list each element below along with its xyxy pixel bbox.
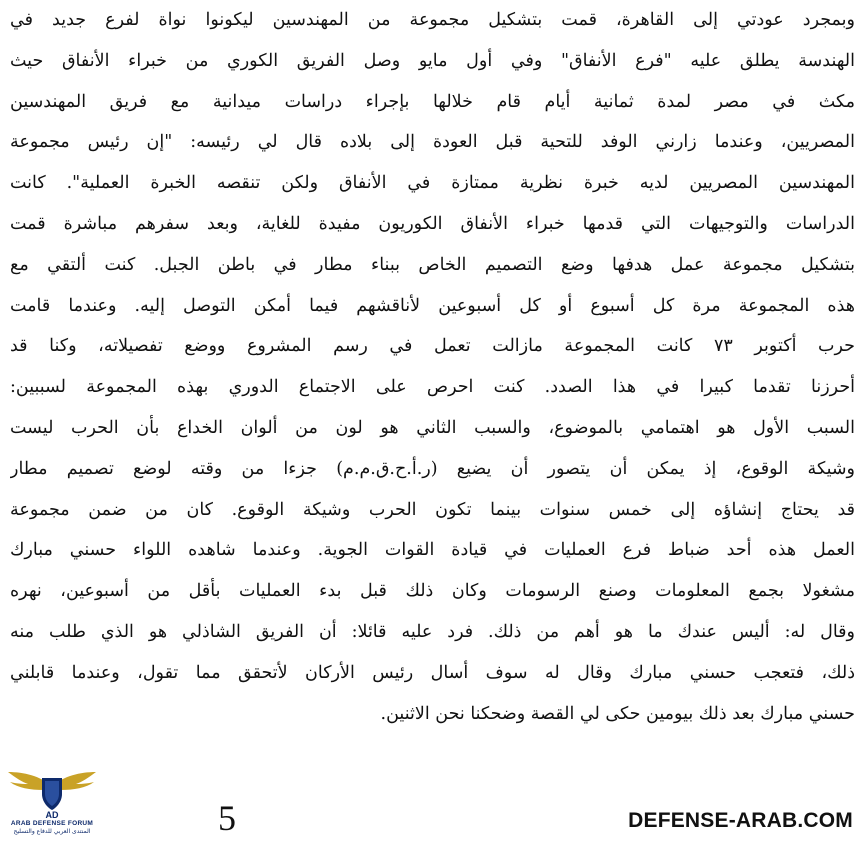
text-line: مشغولا بجمع المعلومات وصنع الرسومات وكان ذلك قبل بدء العمليات بأقل من أسبوعين، نهره <box>10 581 855 602</box>
text-line: أحرزنا تقدما كبيرا في هذا الصدد. كنت احرص على الاجتماع الدوري بهذه المجموعة لسببين: <box>10 377 855 398</box>
logo-subtitle: المنتدى العربي للدفاع والتسليح <box>13 828 91 835</box>
text-line: وقال له: أليس عندك ما هو أهم من ذلك. فرد عليه قائلا: أن الفريق الشاذلي هو الذي طلب منه <box>10 621 855 642</box>
text-line: مكث في مصر لمدة ثمانية أيام قام خلالها بإجراء دراسات ميدانية مع فريق المهندسين <box>10 91 855 112</box>
text-line: السبب الأول هو اهتمامي بالموضوع، والسبب الثاني هو لون من ألوان الخداع بأن الحرب ليست <box>10 417 855 438</box>
text-line: وبمجرد عودتي إلى القاهرة، قمت بتشكيل مجموعة من المهندسين ليكونوا نواة لفرع جديد في <box>10 10 855 30</box>
logo-title: ARAB DEFENSE FORUM <box>10 820 94 827</box>
page-number: 5 <box>218 798 236 838</box>
forum-logo <box>6 766 98 846</box>
svg-text:AD: AD <box>45 810 59 818</box>
text-line: الهندسة يطلق عليه "فرع الأنفاق" وفي أول مايو وصل الفريق الكوري من خبراء الأنفاق حيث <box>10 50 855 71</box>
text-line: ذلك، فتعجب حسني مبارك وقال له سوف أسال رئيس الأركان لأتحقق مما تقول، وعندما قابلني <box>10 662 855 683</box>
text-line: حسني مبارك بعد ذلك بيومين حكى لي القصة وضحكنا نحن الاثنين. <box>380 703 855 724</box>
text-line: الدراسات والتوجيهات التي قدمها خبراء الأنفاق الكوريون مفيدة للغاية، وبعد سفرهم مباشرة قمت <box>10 213 855 234</box>
winged-shield-icon <box>6 766 98 818</box>
text-line: قد يحتاج إنشاؤه إلى خمس سنوات بينما تكون الحرب وشيكة الوقوع. كان من ضمن مجموعة <box>10 499 855 520</box>
page-footer <box>0 758 863 853</box>
document-body <box>10 0 855 734</box>
site-name: DEFENSE-ARAB.COM <box>628 809 853 832</box>
text-line: المصريين، وعندما زارني الوفد للتحية قبل العودة إلى بلاده قال لي رئيسه: "إن رئيس مجموعة <box>10 132 855 153</box>
text-line: المهندسين المصريين لديه خبرة نظرية ممتازة في الأنفاق ولكن تنقصه الخبرة العملية". كانت <box>10 173 855 194</box>
text-line: حرب أكتوبر ٧٣ كانت المجموعة مازالت تعمل في رسم المشروع ووضع تفصيلاته، وكنا قد <box>10 336 855 357</box>
text-line: بتشكيل مجموعة عمل هدفها وضع التصميم الخاص ببناء مطار في باطن الجبل. كنت ألتقي مع <box>10 254 855 275</box>
text-line: العمل هذه أحد ضباط فرع العمليات في قيادة القوات الجوية. وعندما شاهده اللواء حسني مبارك <box>10 540 855 561</box>
text-line: وشيكة الوقوع، إذ يمكن أن يتصور أن يضيع (ر.أ.ح.ق.م.م) جزءا من وقته لوضع تصميم مطار <box>10 458 855 479</box>
text-line: هذه المجموعة مرة كل أسبوع أو كل أسبوعين لأناقشهم فيما أمكن التوصل إليه. وعندما قامت <box>10 295 855 316</box>
